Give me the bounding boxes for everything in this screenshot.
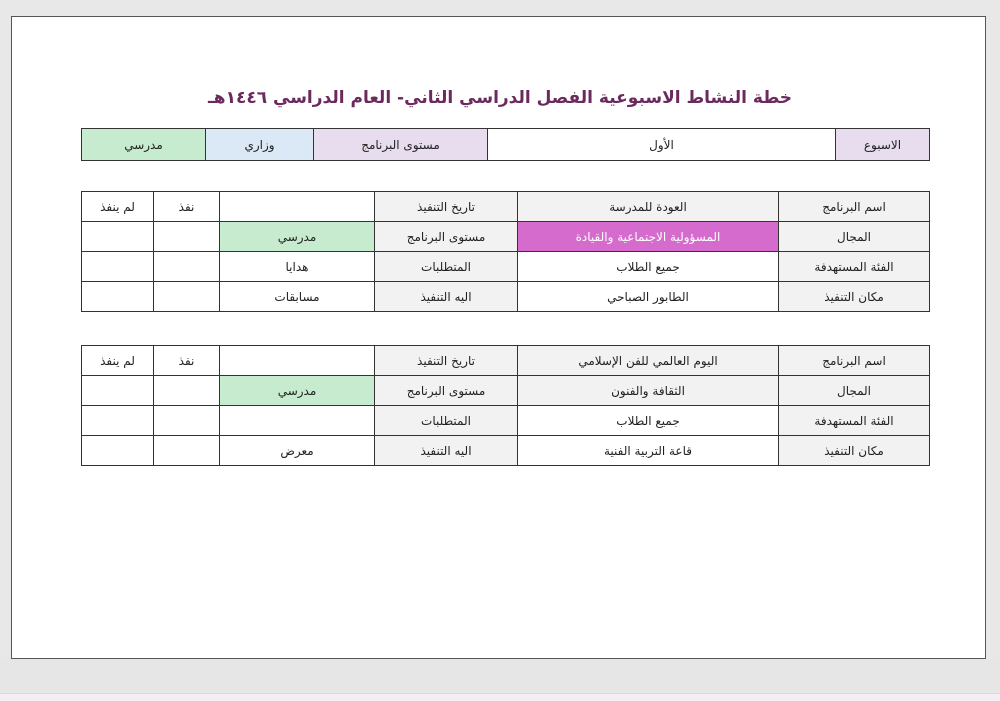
name-label: اسم البرنامج <box>779 192 930 222</box>
date-label: تاريخ التنفيذ <box>375 346 518 376</box>
program-name: العودة للمدرسة <box>518 192 779 222</box>
not-done-cell <box>82 436 154 466</box>
not-done-label: لم ينفذ <box>82 192 154 222</box>
done-label: نفذ <box>154 192 220 222</box>
not-done-label: لم ينفذ <box>82 346 154 376</box>
program-level-label: مستوى البرنامج <box>314 129 488 161</box>
mechanism-label: اليه التنفيذ <box>375 282 518 312</box>
not-done-cell <box>82 376 154 406</box>
mechanism-value: معرض <box>220 436 375 466</box>
mechanism-label: اليه التنفيذ <box>375 436 518 466</box>
not-done-cell <box>82 282 154 312</box>
target-label: الفئة المستهدفة <box>779 406 930 436</box>
level-school: مدرسي <box>82 129 206 161</box>
target-label: الفئة المستهدفة <box>779 252 930 282</box>
program-name: اليوم العالمي للفن الإسلامي <box>518 346 779 376</box>
program-table-1 <box>81 191 930 312</box>
mechanism-value: مسابقات <box>220 282 375 312</box>
place-label: مكان التنفيذ <box>779 436 930 466</box>
bottom-border <box>0 693 1000 701</box>
place-value: الطابور الصباحي <box>518 282 779 312</box>
target-value: جميع الطلاب <box>518 252 779 282</box>
done-label: نفذ <box>154 346 220 376</box>
name-label: اسم البرنامج <box>779 346 930 376</box>
requirements-label: المتطلبات <box>375 252 518 282</box>
level-value: مدرسي <box>220 222 375 252</box>
place-label: مكان التنفيذ <box>779 282 930 312</box>
week-label: الاسبوع <box>836 129 930 161</box>
field-label: المجال <box>779 376 930 406</box>
level-label: مستوى البرنامج <box>375 222 518 252</box>
level-ministerial: وزاري <box>206 129 314 161</box>
place-value: قاعة التربية الفنية <box>518 436 779 466</box>
field-label: المجال <box>779 222 930 252</box>
week-header-table <box>81 128 930 161</box>
field-value: الثقافة والفنون <box>518 376 779 406</box>
date-value <box>220 192 375 222</box>
done-cell <box>154 406 220 436</box>
bottom-toolbar-area <box>0 659 1000 693</box>
requirements-value <box>220 406 375 436</box>
not-done-cell <box>82 222 154 252</box>
field-value: المسؤولية الاجتماعية والقيادة <box>518 222 779 252</box>
page-title: خطة النشاط الاسبوعية الفصل الدراسي الثاني- العام الدراسي ١٤٤٦هـ <box>207 88 793 108</box>
target-value: جميع الطلاب <box>518 406 779 436</box>
date-value <box>220 346 375 376</box>
requirements-value: هدايا <box>220 252 375 282</box>
done-cell <box>154 222 220 252</box>
done-cell <box>154 252 220 282</box>
done-cell <box>154 282 220 312</box>
not-done-cell <box>82 406 154 436</box>
date-label: تاريخ التنفيذ <box>375 192 518 222</box>
requirements-label: المتطلبات <box>375 406 518 436</box>
program-table-2 <box>81 345 930 466</box>
level-value: مدرسي <box>220 376 375 406</box>
done-cell <box>154 436 220 466</box>
week-value: الأول <box>488 129 836 161</box>
not-done-cell <box>82 252 154 282</box>
document-page <box>11 16 986 659</box>
done-cell <box>154 376 220 406</box>
level-label: مستوى البرنامج <box>375 376 518 406</box>
